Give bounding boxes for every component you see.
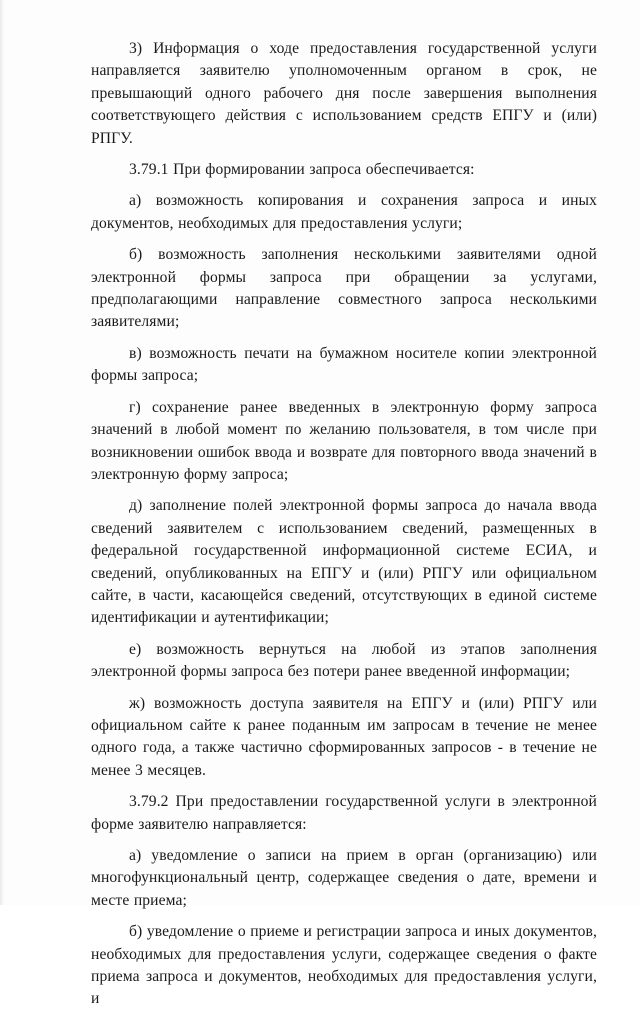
paragraph-item-g: г) сохранение ранее введенных в электронную форму запроса значений в любой момент по желанию пользователя, в том числе при возникновении ошибок ввода и возврате для повторного ввода значений в электронную форму запроса; [91, 398, 597, 483]
paragraph-notice-b: б) уведомление о приеме и регистрации запроса и иных документов, необходимых для предоставления услуги, содержащее сведения о факте приема запроса и документов, необходимых для предоставления услуги, и [91, 923, 598, 1008]
paragraph-item-zh: ж) возможность доступа заявителя на ЕПГУ и (или) РПГУ или официальном сайте к ранее поданным им запросам в течение не менее одного года, а также частично сформированных запросов - в течение не менее 3 месяцев. [91, 694, 597, 779]
paragraph-3-79-1-heading: 3.79.1 При формировании запроса обеспечивается: [129, 161, 475, 179]
paragraph-notice-a: а) уведомление о записи на прием в орган (организацию) или многофункциональный центр, содержащее сведения о дате, времени и месте приема; [91, 847, 597, 909]
scan-edge [0, 0, 4, 905]
paragraph-info-progress: 3) Информация о ходе предоставления государственной услуги направляется заявителю уполномоченным органом в срок, не превышающий одного рабочего дня после завершения выполнения соответствующего действия с использованием средств ЕПГУ и (или) РПГУ. [91, 40, 597, 147]
paragraph-item-v: в) возможность печати на бумажном носителе копии электронной формы запроса; [91, 344, 597, 385]
paragraph-item-b: б) возможность заполнения несколькими заявителями одной электронной формы запроса при обращении за услугами, предполагающими направление совместного запроса несколькими заявителями; [91, 246, 597, 331]
paragraph-item-e: е) возможность вернуться на любой из этапов заполнения электронной формы запроса без потери ранее введенной информации; [91, 640, 597, 681]
paragraph-item-d: д) заполнение полей электронной формы запроса до начала ввода сведений заявителем с использованием сведений, размещенных в федеральной государственной информационной системе ЕСИА, и сведений, опубликованных на ЕПГУ и (или) РПГУ или официальном сайте, в части, касающейся сведений, отсутствующих в единой системе идентификации и аутентификации; [91, 497, 597, 627]
paragraph-3-79-2-heading: 3.79.2 При предоставлении государственной услуги в электронной форме заявителю направляется: [91, 793, 597, 833]
paragraph-item-a: а) возможность копирования и сохранения запроса и иных документов, необходимых для предоставления услуги; [91, 192, 597, 232]
document-body [91, 38, 597, 1020]
